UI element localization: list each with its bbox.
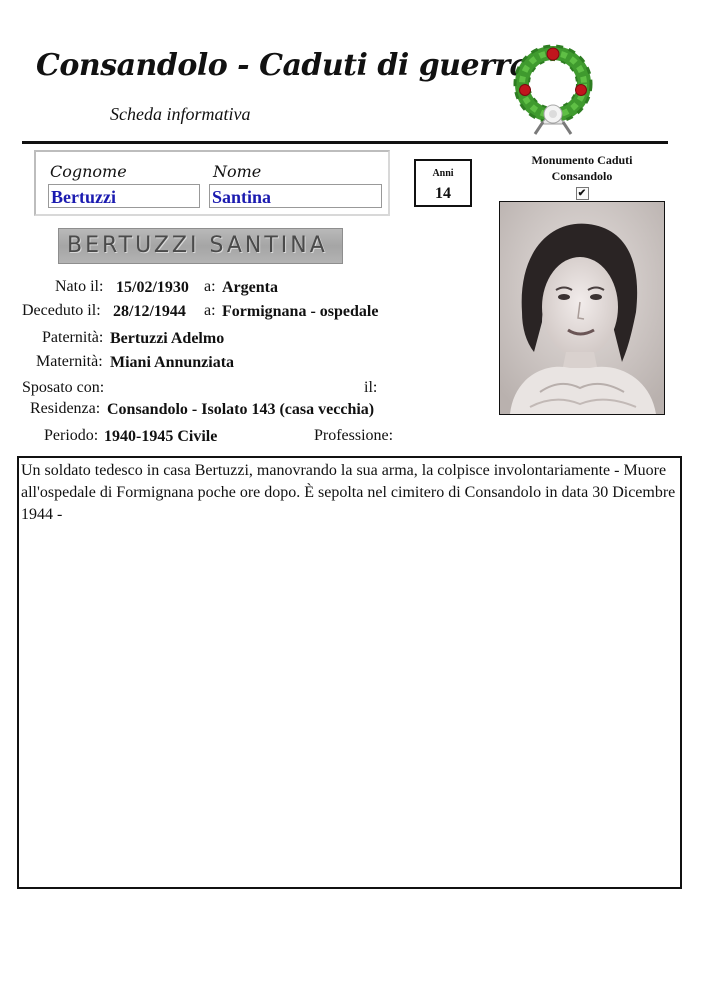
age-box: [414, 159, 472, 207]
death-place-label: a:: [204, 302, 216, 319]
spouse-label: Sposato con:: [22, 379, 105, 396]
monument-section: [520, 152, 644, 200]
birth-place-label: a:: [204, 278, 216, 295]
profession-label: Professione:: [314, 427, 394, 444]
header-rule: [22, 141, 668, 144]
period-label: Periodo:: [44, 427, 99, 444]
paternity-label: Paternità:: [42, 329, 104, 346]
birth-place: Argenta: [222, 279, 278, 296]
nome-field[interactable]: Santina: [209, 184, 382, 208]
memorial-plaque: BERTUZZI SANTINA: [58, 228, 343, 264]
maternity: Miani Annunziata: [110, 354, 235, 371]
portrait-photo: [499, 201, 665, 415]
cognome-label: Cognome: [50, 162, 127, 181]
marriage-date-label: il:: [364, 379, 378, 396]
birth-date: 15/02/1930: [116, 279, 189, 296]
monument-label: Monumento Caduti Consandolo: [531, 153, 633, 183]
wreath-icon: [505, 40, 601, 136]
birth-date-label: Nato il:: [55, 278, 104, 295]
nome-label: Nome: [213, 162, 262, 181]
paternity: Bertuzzi Adelmo: [110, 330, 225, 347]
death-place: Formignana - ospedale: [222, 303, 379, 320]
age-label: Anni: [432, 168, 454, 179]
checkmark-icon: ✔: [577, 188, 587, 199]
page-title: Consandolo - Caduti di guerra: [36, 48, 529, 83]
cognome-field[interactable]: Bertuzzi: [48, 184, 200, 208]
residence: Consandolo - Isolato 143 (casa vecchia): [107, 401, 375, 418]
residence-label: Residenza:: [30, 400, 101, 417]
monument-checkbox[interactable]: [576, 187, 589, 200]
age-value: 14: [435, 185, 451, 202]
page-subtitle: Scheda informativa: [110, 104, 251, 124]
death-date-label: Deceduto il:: [22, 302, 101, 319]
maternity-label: Maternità:: [36, 353, 103, 370]
description-box: Un soldato tedesco in casa Bertuzzi, manovrando la sua arma, la colpisce involontariamente - Muore all'ospedale di Formignana poche ore dopo. È sepolta nel cimitero di Consandolo in data 30 Dicembre 1944 -: [17, 456, 682, 889]
death-date: 28/12/1944: [113, 303, 186, 320]
period: 1940-1945 Civile: [104, 428, 218, 445]
